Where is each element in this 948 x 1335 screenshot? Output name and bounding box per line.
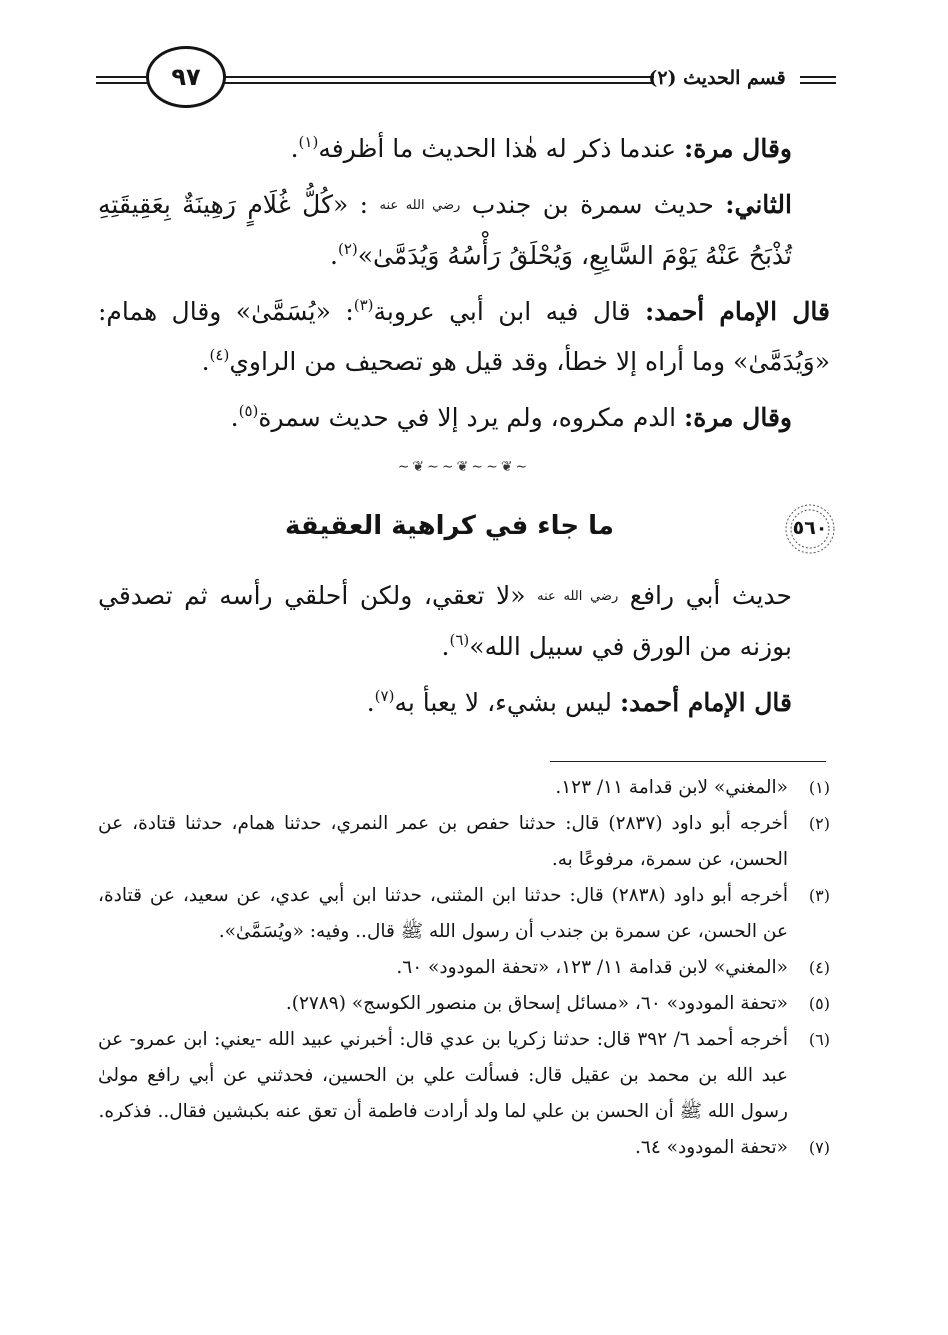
footnote-item [98,770,830,806]
footnote-text: «المغني» لابن قدامة ١١/ ١٢٣. [555,777,788,798]
speaker-label: الثاني: [725,190,792,219]
footnote-number: (٤) [808,958,830,977]
footnote-item [98,878,830,950]
hadith-quote: «لا تعقي، ولكن أحلقي رأسه ثم تصدقي بوزنه من الورق في سبيل الله» [98,581,792,661]
paragraph-text: حديث سمرة بن جندب [471,190,714,219]
footnote-item [98,1022,830,1130]
running-title: قسم الحديث (٢) [648,67,786,89]
paragraph-4 [98,393,830,443]
speaker-label: قال الإمام أحمد: [645,297,830,326]
section-divider-ornament: ∽❦∽∽❦∽∽❦∽ [397,459,531,475]
header-rule [224,76,654,78]
footnote-item [98,1130,830,1166]
paragraph-text: ليس بشيء، لا يعبأ به [394,688,612,717]
paragraph-3 [98,287,830,387]
footnote-text: أخرجه أبو داود (٢٨٣٧) قال: حدثنا حفص بن عمر النمري، حدثنا همام، حدثنا قتادة، عن الحسن، عن سمرة، مرفوعًا به. [98,813,788,870]
footnote-text: «المغني» لابن قدامة ١١/ ١٢٣، «تحفة المودود» ٦٠. [396,957,788,978]
footnote-number: (٥) [808,994,830,1013]
punctuation: . [230,403,239,432]
punctuation: . [366,688,375,717]
paragraph-text: حديث أبي رافع [629,581,792,610]
paragraph-2 [98,180,830,281]
speaker-label: وقال مرة: [683,134,792,163]
footnote-ref[interactable]: (٣) [353,296,374,314]
hadith-quote: : «كُلُّ غُلَامٍ رَهِينَةٌ بِعَقِيقَتِهِ تُذْبَحُ عَنْهُ يَوْمَ السَّابِعِ، وَيُحْلَقُ رَأْسُهُ وَيُدَمَّىٰ» [98,190,792,270]
footnote-text: أخرجه أبو داود (٢٨٣٨) قال: حدثنا ابن المثنى، حدثنا ابن أبي عدي، عن سعيد، عن قتادة، عن الحسن، عن سمرة بن جندب أن رسول الله ﷺ قال.. وفيه: «ويُسَمَّىٰ». [98,885,788,942]
footnote-number: (٦) [808,1030,830,1049]
section-number-badge [782,503,838,555]
footnote-number: (٢) [808,814,830,833]
footnote-number: (٧) [808,1138,830,1157]
paragraph-1 [98,124,830,174]
punctuation: . [330,241,338,270]
paragraph-5 [98,571,830,672]
header-rule [800,82,836,84]
footnotes [98,770,830,1166]
punctuation: . [290,134,299,163]
header-rule [224,82,654,84]
section-heading [98,497,830,561]
section-number: ٥٦٠ [792,517,828,539]
footnote-ref[interactable]: (٧) [374,687,395,705]
footnote-item [98,806,830,878]
honorific-glyph: رضي الله عنه [379,198,461,213]
paragraph-6 [98,678,830,728]
speaker-label: وقال مرة: [683,403,792,432]
page-number: ٩٧ [146,46,226,108]
paragraph-text: قال فيه ابن أبي عروبة [373,297,631,326]
footnote-text: «تحفة المودود» ٦٤. [635,1137,788,1158]
speaker-label: قال الإمام أحمد: [619,688,792,717]
main-text [98,124,830,734]
punctuation: . [201,347,210,376]
paragraph-text: الدم مكروه، ولم يرد إلا في حديث سمرة [258,403,677,432]
honorific-glyph: رضي الله عنه [537,589,619,604]
paragraph-text: : «يُسَمَّىٰ» وقال همام: «وَيُدَمَّىٰ» وما أراه إلا خطأ، وقد قيل هو تصحيف من الراوي [98,297,830,376]
section-title: ما جاء في كراهية العقيقة [285,511,614,541]
footnote-item [98,986,830,1022]
footnote-number: (١) [808,778,830,797]
paragraph-text: عندما ذكر له هٰذا الحديث ما أظرفه [318,134,677,163]
header-rule [800,76,836,78]
punctuation: . [441,632,450,661]
footnote-separator [550,761,826,762]
footnote-ref[interactable]: (٦) [449,631,470,649]
footnote-text: «تحفة المودود» ٦٠، «مسائل إسحاق بن منصور الكوسج» (٢٧٨٩). [285,993,788,1014]
footnote-ref[interactable]: (٢) [337,240,358,258]
footnote-ref[interactable]: (١) [298,133,319,151]
footnote-ref[interactable]: (٥) [238,402,259,420]
footnote-number: (٣) [808,886,830,905]
page-header [96,46,836,118]
footnote-text: أخرجه أحمد ٦/ ٣٩٢ قال: حدثنا زكريا بن عدي قال: أخبرني عبيد الله -يعني: ابن عمرو- عن عبد الله بن محمد بن عقيل قال: فسألت علي بن الحسين، فحدثني عن أبي رافع مولىٰ رسول الله ﷺ أن الحسن بن علي لما ولد أرادت فاطمة أن تعق عنه بكبشين فقال.. فذكره. [98,1029,788,1122]
footnote-item [98,950,830,986]
footnote-ref[interactable]: (٤) [209,346,230,364]
